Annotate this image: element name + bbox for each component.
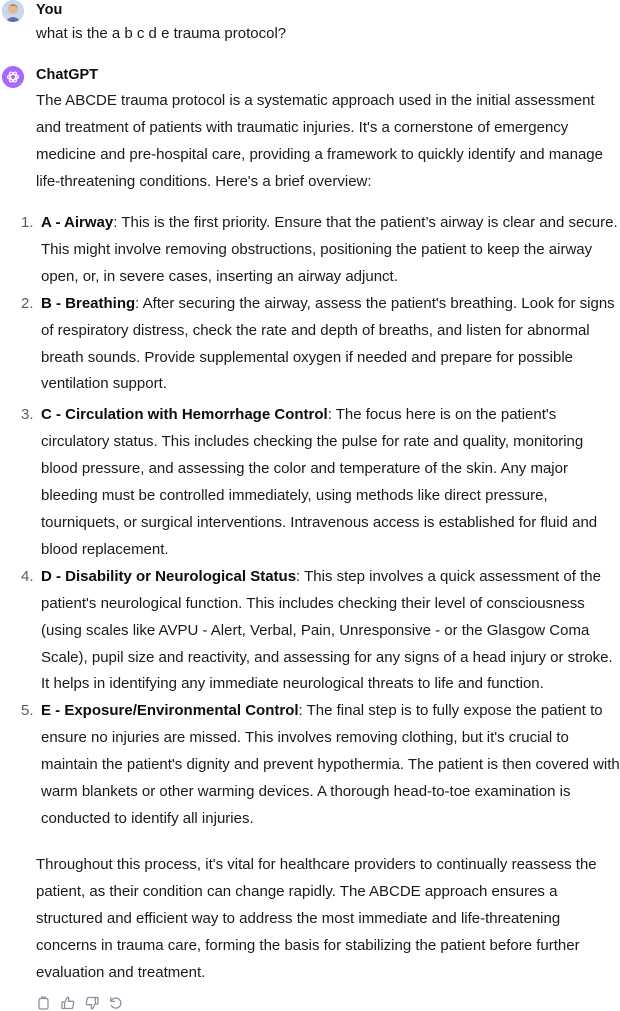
- step-text: : The focus here is on the patient's circulatory status. This includes checking the pulse for rate and quality, monitoring blood pressure, and assessing the color and temperature of the skin. Any major bleeding must be controlled immediately, using methods like direct pressure, tourniquets, or surgical interventions. Intravenous access is established for fluid and blood replacement.: [41, 406, 598, 558]
- list-number: 2.: [21, 294, 34, 312]
- user-message-text: what is the a b c d e trauma protocol?: [36, 25, 287, 42]
- thumbs-up-icon[interactable]: [60, 995, 76, 1011]
- user-message: [0, 0, 620, 48]
- regenerate-icon[interactable]: [108, 995, 124, 1011]
- step-text: : This step involves a quick assessment of the patient's neurological function. This includes checking their level of consciousness (using scales like AVPU - Alert, Verbal, Pain, Unresponsive - or the Glasgow Coma Scale), pupil size and reactivity, and assessing for any signs of a head injury or stroke. It helps in identifying any immediate neurological threats to life and function.: [41, 567, 613, 693]
- user-avatar: [2, 0, 24, 22]
- step-title: D - Disability or Neurological Status: [41, 567, 297, 585]
- list-number: 3.: [21, 406, 34, 424]
- user-author-name: You: [36, 2, 63, 18]
- step-title: C - Circulation with Hemorrhage Control: [41, 406, 328, 424]
- step-text: : This is the first priority. Ensure that the patient’s airway is clear and secure. This might involve removing obstructions, positioning the patient to keep the airway open, or, in severe cases, inserting an airway adjunct.: [41, 214, 618, 285]
- list-item: [0, 291, 620, 399]
- step-title: E - Exposure/Environmental Control: [41, 702, 299, 720]
- step-text: : The final step is to fully expose the patient to ensure no injuries are missed. This involves removing clothing, but it's crucial to maintain the patient's dignity and prevent hypothermia. The patient is then covered with warm blankets or other warming devices. A thorough head-to-toe examination is conducted to identify all injuries.: [41, 702, 620, 827]
- thumbs-down-icon[interactable]: [84, 995, 100, 1011]
- chatgpt-logo-icon: [2, 66, 24, 88]
- list-item: [0, 564, 620, 699]
- assistant-author-name: ChatGPT: [36, 67, 99, 83]
- step-text: : After securing the airway, assess the patient's breathing. Look for signs of respiratory distress, check the rate and depth of breaths, and listen for abnormal breath sounds. Provide supplemental oxygen if needed and prepare for possible ventilation support.: [41, 294, 615, 393]
- list-number: 4.: [21, 567, 34, 585]
- message-actions: [36, 994, 124, 1011]
- list-number: 1.: [21, 214, 34, 231]
- steps-list: [0, 210, 620, 833]
- response-outro: Throughout this process, it's vital for healthcare providers to continually reassess the patient, as their condition can change rapidly. The ABCDE approach ensures a structured and efficient way to address the most immediate and life-threatening concerns in trauma care, forming the basis for stabilizing the patient before further evaluation and treatment.: [36, 856, 597, 981]
- list-item: [0, 210, 620, 291]
- copy-icon[interactable]: [36, 995, 52, 1011]
- step-title: B - Breathing: [41, 294, 136, 312]
- response-intro: The ABCDE trauma protocol is a systematic approach used in the initial assessment and treatment of patients with traumatic injuries. It's a cornerstone of emergency medicine and pre-hospital care, providing a framework to quickly identify and manage life-threatening conditions. Here's a brief overview:: [36, 92, 603, 190]
- list-item: [0, 402, 620, 563]
- step-title: A - Airway: [41, 214, 114, 231]
- list-number: 5.: [21, 702, 34, 720]
- list-item: [0, 698, 620, 833]
